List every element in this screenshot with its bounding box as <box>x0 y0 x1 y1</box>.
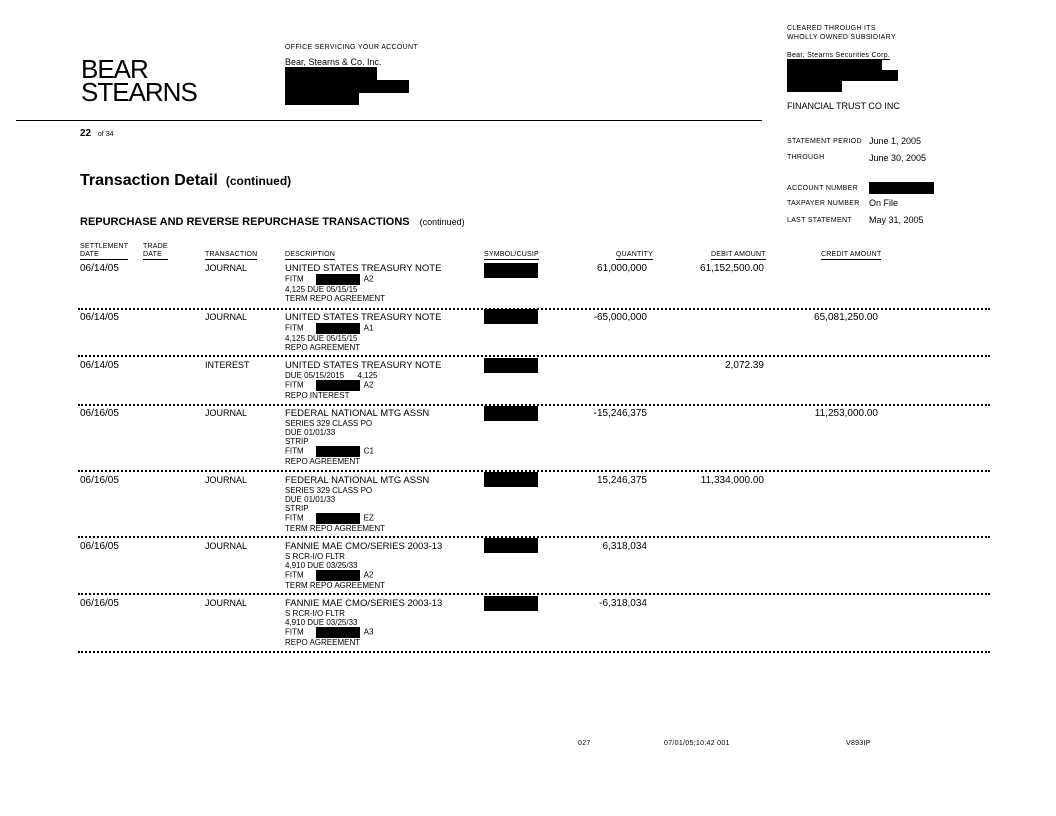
symbol-redaction <box>484 472 538 487</box>
settlement-date: 06/16/05 <box>80 475 119 486</box>
fitm-code: C1 <box>363 446 374 456</box>
redaction-block <box>285 67 377 80</box>
last-statement-label: LAST STATEMENT <box>787 217 852 224</box>
transaction-type: JOURNAL <box>205 598 248 608</box>
col-transaction: TRANSACTION <box>205 251 258 258</box>
fitm-label: FITM <box>285 570 304 580</box>
redaction-block <box>787 81 842 92</box>
client-name: FINANCIAL TRUST CO INC <box>787 101 900 111</box>
footer-code: 027 <box>578 740 591 747</box>
settlement-date: 06/16/05 <box>80 598 119 609</box>
through-value: June 30, 2005 <box>869 153 927 163</box>
desc-line: STRIP <box>285 437 309 446</box>
section-title <box>80 216 465 228</box>
desc-fitm-line <box>285 274 441 285</box>
symbol-redaction <box>484 358 538 373</box>
desc-line: 4,125 DUE 05/15/15 <box>285 285 358 294</box>
description <box>285 313 441 352</box>
row-divider <box>78 593 990 595</box>
desc-line: FEDERAL NATIONAL MTG ASSN <box>285 408 430 419</box>
col-description: DESCRIPTION <box>285 251 336 258</box>
logo-line-1: BEAR <box>81 54 148 84</box>
desc-fitm-line <box>285 323 441 334</box>
desc-line: TERM REPO AGREEMENT <box>285 524 386 533</box>
redaction-block <box>316 570 360 581</box>
transaction-type: JOURNAL <box>205 541 248 551</box>
transaction-type: JOURNAL <box>205 475 248 485</box>
subsidiary-label: WHOLLY OWNED SUBSIDIARY <box>787 34 896 41</box>
symbol-redaction <box>484 406 538 421</box>
quantity: -15,246,375 <box>593 408 647 419</box>
desc-line: REPO AGREEMENT <box>285 638 361 647</box>
fitm-label: FITM <box>285 274 304 284</box>
description <box>285 264 441 303</box>
transaction-type: JOURNAL <box>205 263 248 273</box>
section-main: REPURCHASE AND REVERSE REPURCHASE TRANSACTIONS <box>80 216 410 228</box>
redaction-block <box>316 627 360 638</box>
bear-stearns-logo <box>81 54 197 107</box>
office-label: OFFICE SERVICING YOUR ACCOUNT <box>285 44 418 51</box>
credit-amount: 11,253,000.00 <box>814 408 878 419</box>
redaction-block <box>787 70 898 81</box>
redaction-block <box>285 93 359 105</box>
symbol-redaction <box>484 596 538 611</box>
description <box>285 542 442 590</box>
desc-line: SERIES 329 CLASS PO <box>285 419 373 428</box>
title-main: Transaction Detail <box>80 172 218 189</box>
desc-line: DUE 01/01/33 <box>285 428 336 437</box>
desc-line: 4,910 DUE 03/25/33 <box>285 561 358 570</box>
quantity: 15,246,375 <box>596 475 647 486</box>
redaction-block <box>316 323 360 334</box>
col-symbol: SYMBOL/CUSIP <box>484 251 539 258</box>
logo-line-2: STEARNS <box>81 77 197 107</box>
desc-line: TERM REPO AGREEMENT <box>285 581 386 590</box>
quantity: -65,000,000 <box>593 312 647 323</box>
title-continued: (continued) <box>225 174 292 188</box>
desc-line: UNITED STATES TREASURY NOTE <box>285 263 442 274</box>
settlement-date: 06/16/05 <box>80 408 119 419</box>
settlement-date: 06/16/05 <box>80 541 119 552</box>
desc-line: REPO INTEREST <box>285 391 350 400</box>
fitm-code: EZ <box>363 513 374 523</box>
settlement-date: 06/14/05 <box>80 263 119 274</box>
description <box>285 409 429 466</box>
footer-id: V893IP <box>846 740 871 747</box>
desc-line: UNITED STATES TREASURY NOTE <box>285 360 442 371</box>
symbol-redaction <box>484 309 538 324</box>
statement-period-value: June 1, 2005 <box>869 136 922 146</box>
col-quantity: QUANTITY <box>616 251 653 258</box>
desc-line: TERM REPO AGREEMENT <box>285 294 386 303</box>
transaction-type: JOURNAL <box>205 408 248 418</box>
row-divider <box>78 355 990 357</box>
desc-fitm-line <box>285 513 429 524</box>
symbol-redaction <box>484 263 538 278</box>
desc-line: STRIP <box>285 504 309 513</box>
quantity: -6,318,034 <box>599 598 647 609</box>
redaction-block <box>316 513 360 524</box>
desc-line: FANNIE MAE CMO/SERIES 2003-13 <box>285 541 443 552</box>
fitm-code: A2 <box>363 570 374 580</box>
statement-period-label: STATEMENT PERIOD <box>787 138 862 145</box>
desc-line: DUE 01/01/33 <box>285 495 336 504</box>
col-trade-line1: TRADE <box>143 243 168 250</box>
account-number-label: ACCOUNT NUMBER <box>787 185 858 192</box>
redaction-block <box>285 80 409 93</box>
desc-line: FEDERAL NATIONAL MTG ASSN <box>285 475 430 486</box>
fitm-code: A2 <box>363 380 374 390</box>
cleared-through-label: CLEARED THROUGH ITS <box>787 25 876 32</box>
credit-amount: 65,081,250.00 <box>814 312 878 323</box>
transaction-type: JOURNAL <box>205 312 248 322</box>
col-settlement-line2: DATE <box>80 251 128 260</box>
taxpayer-label: TAXPAYER NUMBER <box>787 200 860 207</box>
office-name: Bear, Stearns & Co. Inc. <box>285 57 382 67</box>
footer-timestamp: 07/01/05;10:42 001 <box>664 740 730 747</box>
redaction-block <box>316 380 360 391</box>
desc-line: FANNIE MAE CMO/SERIES 2003-13 <box>285 598 443 609</box>
fitm-label: FITM <box>285 380 304 390</box>
desc-line: 4,910 DUE 03/25/33 <box>285 618 358 627</box>
account-number-redaction <box>869 182 934 194</box>
desc-fitm-line <box>285 380 441 391</box>
fitm-code: A3 <box>363 627 374 637</box>
description <box>285 361 441 400</box>
page-title <box>80 172 291 190</box>
page-indicator <box>80 128 113 139</box>
quantity: 6,318,034 <box>602 541 647 552</box>
fitm-code: A1 <box>363 323 374 333</box>
desc-line: S RCR-I/O FLTR <box>285 609 345 618</box>
fitm-code: A2 <box>363 274 374 284</box>
desc-fitm-line <box>285 627 442 638</box>
redaction-block <box>316 446 360 457</box>
desc-line: UNITED STATES TREASURY NOTE <box>285 312 442 323</box>
col-trade-line2: DATE <box>143 251 168 260</box>
desc-line: 4,125 DUE 05/15/15 <box>285 334 358 343</box>
last-statement-value: May 31, 2005 <box>869 215 924 225</box>
description <box>285 599 442 647</box>
row-divider <box>78 651 990 653</box>
desc-fitm-line <box>285 570 442 581</box>
col-debit: DEBIT AMOUNT <box>711 251 766 258</box>
description <box>285 476 429 533</box>
fitm-label: FITM <box>285 323 304 333</box>
desc-line: SERIES 329 CLASS PO <box>285 486 373 495</box>
fitm-label: FITM <box>285 513 304 523</box>
debit-amount: 61,152,500.00 <box>700 263 764 274</box>
debit-amount: 11,334,000.00 <box>700 475 764 486</box>
desc-line: DUE 05/15/2015 4,125 <box>285 371 378 380</box>
col-settlement-date <box>80 243 128 260</box>
through-label: THROUGH <box>787 154 825 161</box>
debit-amount: 2,072.39 <box>725 360 764 371</box>
fitm-label: FITM <box>285 446 304 456</box>
taxpayer-value: On File <box>869 198 899 208</box>
page-number: 22 <box>80 128 92 139</box>
col-settlement-line1: SETTLEMENT <box>80 243 129 250</box>
clearing-corp: Bear, Stearns Securities Corp. <box>787 52 891 59</box>
section-continued: (continued) <box>419 217 465 227</box>
desc-fitm-line <box>285 446 429 457</box>
transaction-type: INTEREST <box>205 360 250 370</box>
col-credit: CREDIT AMOUNT <box>821 251 882 258</box>
col-trade-date <box>143 243 168 260</box>
quantity: 61,000,000 <box>596 263 647 274</box>
desc-line: REPO AGREEMENT <box>285 343 361 352</box>
redaction-block <box>316 274 360 285</box>
header-divider <box>16 120 762 121</box>
symbol-redaction <box>484 538 538 553</box>
desc-line: S RCR-I/O FLTR <box>285 552 345 561</box>
settlement-date: 06/14/05 <box>80 360 119 371</box>
fitm-label: FITM <box>285 627 304 637</box>
settlement-date: 06/14/05 <box>80 312 119 323</box>
page-total: of 34 <box>97 131 114 138</box>
desc-line: REPO AGREEMENT <box>285 457 361 466</box>
